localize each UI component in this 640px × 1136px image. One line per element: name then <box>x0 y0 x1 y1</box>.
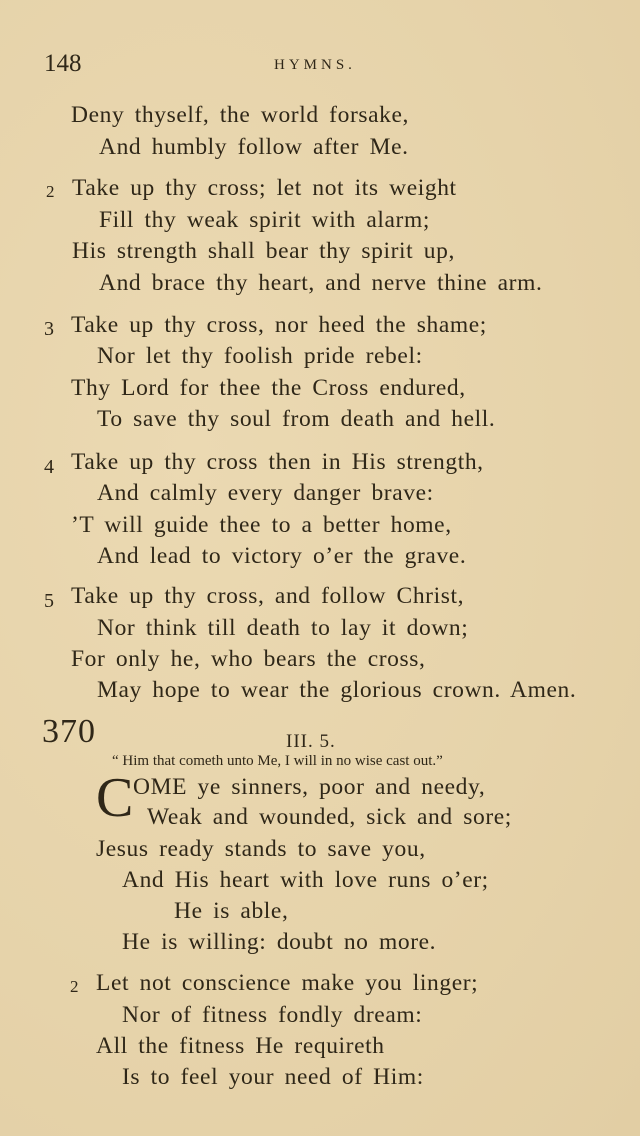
verse-number: 2 <box>46 182 55 201</box>
verse-line: And brace thy heart, and nerve thine arm. <box>99 270 543 296</box>
verse-line: Take up thy cross, and follow Christ, <box>71 583 465 609</box>
verse-number: 2 <box>70 977 79 996</box>
verse-line: Nor think till death to lay it down; <box>97 615 469 641</box>
verse-line: Nor let thy foolish pride rebel: <box>97 343 423 369</box>
verse-line: And lead to victory o’er the grave. <box>97 543 467 569</box>
verse-line: And His heart with love runs o’er; <box>122 867 489 893</box>
verse-line: Nor of fitness fondly dream: <box>122 1002 423 1028</box>
verse-line: ’T will guide thee to a better home, <box>71 512 452 538</box>
verse-line: For only he, who bears the cross, <box>71 646 426 672</box>
verse-line: May hope to wear the glorious crown. Amen. <box>97 677 577 703</box>
verse-line: Is to feel your need of Him: <box>122 1064 424 1090</box>
verse-line: Let not conscience make you linger; <box>96 970 479 996</box>
verse-number: 5 <box>44 590 54 612</box>
hymn-meter: III. 5. <box>286 731 336 752</box>
verse-line: And calmly every danger brave: <box>97 480 434 506</box>
verse-line: All the fitness He requireth <box>96 1033 385 1059</box>
verse-line: Deny thyself, the world forsake, <box>71 102 410 128</box>
verse-number: 4 <box>44 456 54 478</box>
verse-line: His strength shall bear thy spirit up, <box>72 238 455 264</box>
verse-line: Take up thy cross; let not its weight <box>72 175 457 201</box>
page-number: 148 <box>44 50 82 77</box>
page-header <box>44 50 604 80</box>
verse-line: Jesus ready stands to save you, <box>96 836 426 862</box>
verse-line: Take up thy cross then in His strength, <box>71 449 484 475</box>
hymn-number: 370 <box>42 713 96 750</box>
verse-line: He is willing: doubt no more. <box>122 929 437 955</box>
verse-line: Weak and wounded, sick and sore; <box>147 804 512 830</box>
drop-cap: C <box>96 767 134 829</box>
verse-line: To save thy soul from death and hell. <box>97 406 496 432</box>
verse-line: Fill thy weak spirit with alarm; <box>99 207 430 233</box>
verse-line: OME ye sinners, poor and needy, <box>133 774 486 800</box>
verse-line: And humbly follow after Me. <box>99 134 409 160</box>
hymn-epigraph: “ Him that cometh unto Me, I will in no wise cast out.” <box>112 753 443 769</box>
verse-number: 3 <box>44 318 54 340</box>
verse-line: Thy Lord for thee the Cross endured, <box>71 375 466 401</box>
running-title: HYMNS. <box>274 57 356 73</box>
verse-line: Take up thy cross, nor heed the shame; <box>71 312 487 338</box>
verse-line: He is able, <box>174 898 289 924</box>
